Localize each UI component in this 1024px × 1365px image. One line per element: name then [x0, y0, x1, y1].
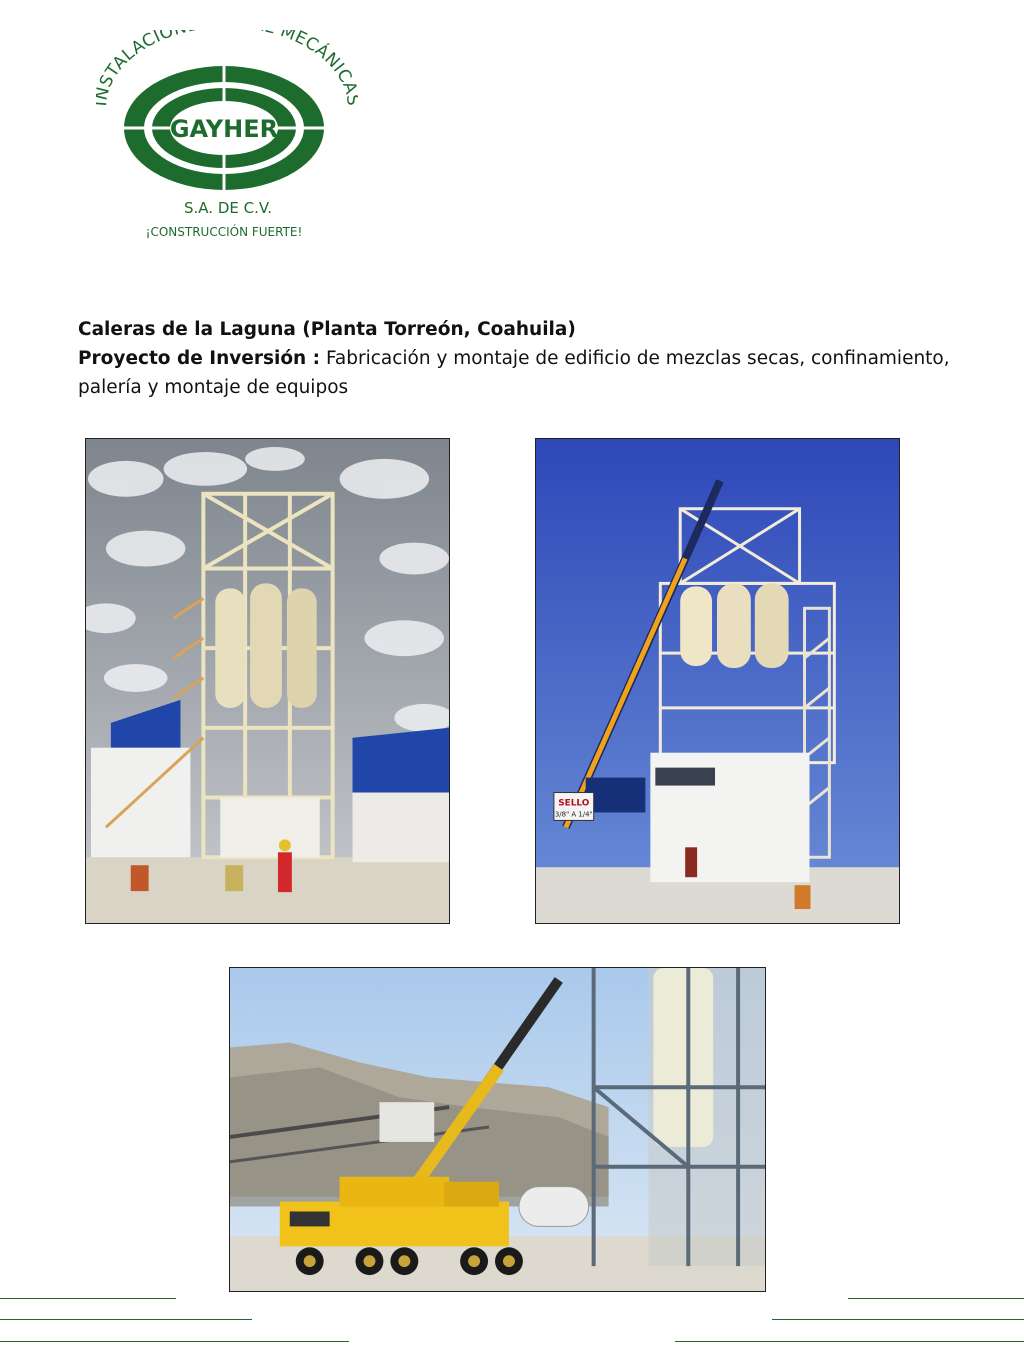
logo-company-suffix: S.A. DE C.V.	[184, 199, 272, 217]
footer-rule-left-2	[0, 1319, 252, 1320]
footer-rule-left-3	[0, 1341, 349, 1342]
footer-rule-right-2	[772, 1319, 1024, 1320]
logo-arc-text: STALACIO MECÁNIC	[96, 30, 356, 91]
photo-crane-truck-quarry	[229, 967, 766, 1292]
svg-text:3/8" A 1/4": 3/8" A 1/4"	[554, 810, 593, 819]
footer-rule-left-1	[0, 1298, 176, 1299]
logo-slogan: ¡CONSTRUCCIÓN FUERTE!	[145, 225, 303, 239]
photo-tower-cloudy-sky	[85, 438, 450, 924]
logo-center-text: GAYHER	[169, 115, 279, 143]
footer-rule-right-1	[848, 1298, 1024, 1299]
client-title: Caleras de la Laguna (Planta Torreón, Coahuila)	[78, 319, 576, 340]
project-description-line2: palería y montaje de equipos	[78, 377, 349, 398]
project-caption	[78, 315, 948, 402]
sello-sign	[554, 793, 594, 821]
project-description-line1: Fabricación y montaje de edificio de mezclas secas, confinamiento,	[325, 348, 950, 369]
gayher-logo-graphic	[96, 30, 358, 245]
company-logo	[96, 30, 358, 245]
project-label: Proyecto de Inversión :	[78, 348, 321, 369]
footer-rule-right-3	[675, 1341, 1024, 1342]
svg-text:SELLO: SELLO	[558, 798, 590, 809]
photo-tower-crane-blue-sky	[535, 438, 900, 924]
